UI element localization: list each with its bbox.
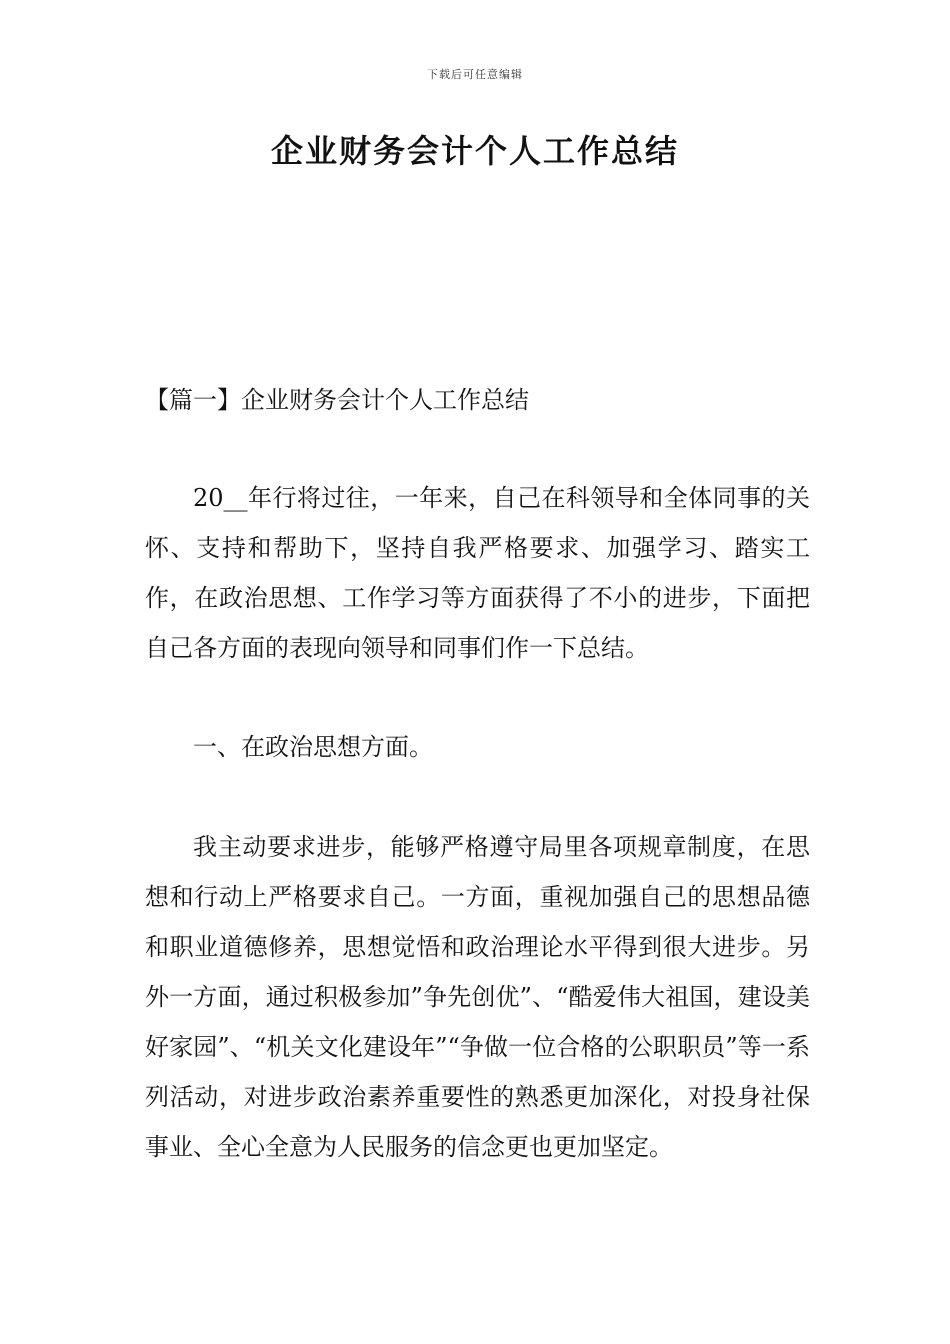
document-title: 企业财务会计个人工作总结 bbox=[270, 132, 679, 170]
page-header-note: 下载后可任意编辑 bbox=[427, 68, 523, 81]
paragraph-intro: 20__年行将过往，一年来，自己在科领导和全体同事的关怀、支持和帮助下，坚持自我严格要求、加强学习、踏实工作，在政治思想、工作学习等方面获得了不小的进步，下面把自己各方面的表现向领导和同事们作一下总结。 bbox=[145, 484, 810, 662]
paragraph-politics-body: 我主动要求进步，能够严格遵守局里各项规章制度，在思想和行动上严格要求自己。一方面，重视加强自己的思想品德和职业道德修养，思想觉悟和政治理论水平得到很大进步。另外一方面，通过积极参加”争先创优”、“酷爱伟大祖国，建设美好家园”、“机关文化建设年”“争做一位合格的公职职员”等一系列活动，对进步政治素养重要性的熟悉更加深化，对投身社保事业、全心全意为人民服务的信念更也更加坚定。 bbox=[145, 833, 810, 1161]
paragraph-subheading-politics: 一、在政治思想方面。 bbox=[193, 733, 433, 761]
section-heading: 【篇一】企业财务会计个人工作总结 bbox=[145, 386, 529, 414]
